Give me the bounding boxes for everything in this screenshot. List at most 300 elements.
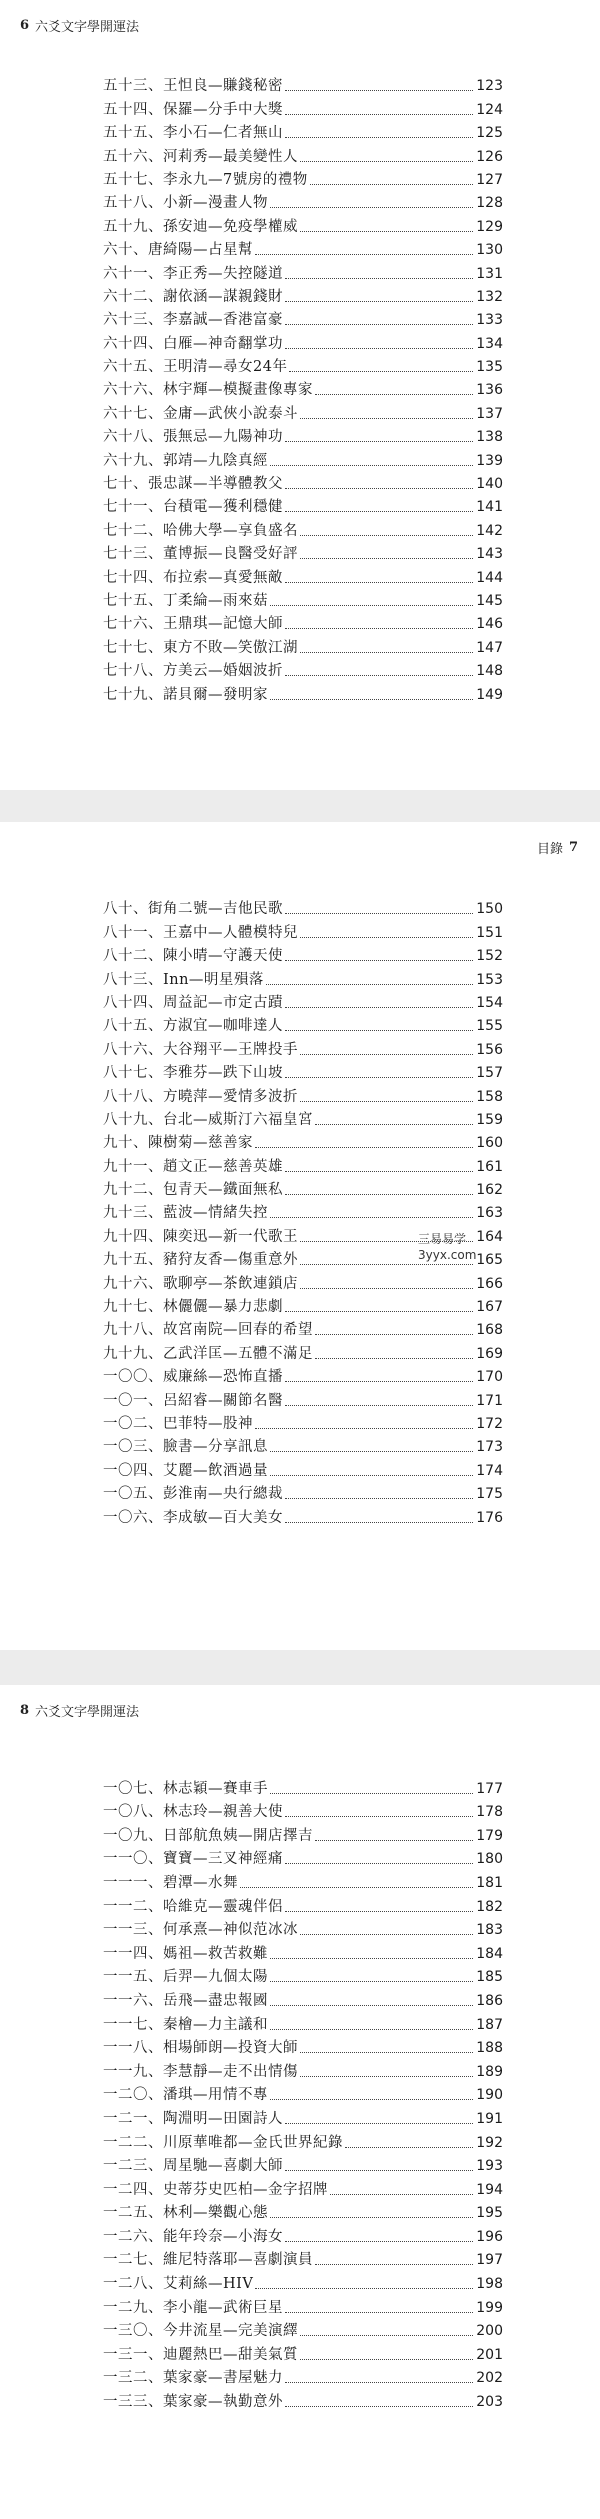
toc-entry [103, 1798, 503, 1822]
toc-entry-title: 七十三、董博振—良醫受好評 [103, 546, 298, 563]
toc-entry [103, 610, 503, 633]
dot-leader [300, 534, 473, 536]
toc-entry-title: 八十三、Inn—明星殞落 [103, 971, 264, 988]
dot-leader [285, 1521, 473, 1523]
toc-entry-page: 135 [476, 359, 503, 376]
toc-entry-page: 187 [476, 2016, 503, 2033]
toc-entry [103, 470, 503, 493]
toc-entry-page: 133 [476, 312, 503, 329]
toc-entry-page: 154 [476, 994, 503, 1011]
book-title: 六爻文字學開運法 [35, 1705, 140, 1720]
toc-entry-page: 196 [476, 2228, 503, 2245]
toc-entry-title: 一〇一、呂紹睿—關節名醫 [103, 1392, 283, 1409]
toc-entry-page: 192 [476, 2134, 503, 2151]
toc-entry-page: 124 [476, 101, 503, 118]
toc-entry-page: 175 [476, 1486, 503, 1503]
toc-entry-page: 176 [476, 1509, 503, 1526]
toc-entry-title: 一二三、周星馳—喜劇大師 [103, 2158, 283, 2175]
dot-leader [285, 1029, 473, 1031]
dot-leader [285, 2240, 473, 2242]
toc-entry [103, 2175, 503, 2199]
dot-leader [270, 1792, 473, 1794]
dot-leader [285, 1170, 473, 1172]
dot-leader [300, 230, 473, 232]
dot-leader [285, 2169, 473, 2171]
toc-entry-title: 一一九、李慧靜—走不出情傷 [103, 2063, 298, 2080]
toc-entry [103, 989, 503, 1012]
toc-entry-title: 一〇三、臉書—分享訊息 [103, 1439, 268, 1456]
toc-entry [103, 119, 503, 142]
toc-entry-page: 170 [476, 1369, 503, 1386]
toc-entry-title: 八十六、大谷翔平—王牌投手 [103, 1041, 298, 1058]
toc-entry-page: 142 [476, 522, 503, 539]
toc-entry-title: 五十六、河莉秀—最美變性人 [103, 148, 298, 165]
dot-leader [270, 1980, 473, 1982]
dot-leader [300, 651, 473, 653]
toc-entry-page: 171 [476, 1392, 503, 1409]
dot-leader [285, 1380, 473, 1382]
toc-entry-title: 六十六、林宇輝—模擬畫像專家 [103, 382, 313, 399]
toc-entry [103, 329, 503, 352]
toc-entry [103, 259, 503, 282]
dot-leader [285, 113, 473, 115]
toc-entry-title: 五十九、孫安迪—免疫學權威 [103, 218, 298, 235]
toc-entry-title: 一二五、林利—樂觀心態 [103, 2205, 268, 2222]
toc-entry-title: 一二九、李小龍—武術巨星 [103, 2299, 283, 2316]
dot-leader [270, 2098, 473, 2100]
toc-entry-page: 203 [476, 2394, 503, 2411]
dot-leader [285, 1310, 473, 1312]
toc-entry [103, 283, 503, 306]
toc-entry [103, 1456, 503, 1479]
toc-entry-page: 127 [476, 171, 503, 188]
toc-entry-title: 七十、張忠謀—半導體教父 [103, 476, 283, 493]
toc-entry [103, 1152, 503, 1175]
toc-entry-title: 五十五、李小石—仁者無山 [103, 125, 283, 142]
dot-leader [285, 959, 473, 961]
toc-entry [103, 540, 503, 563]
toc-entry-page: 145 [476, 592, 503, 609]
toc-entry-title: 七十九、諾貝爾—發明家 [103, 686, 268, 703]
toc-entry-title: 五十四、保羅—分手中大獎 [103, 101, 283, 118]
toc-entry-title: 八十七、李雅芬—跌下山坡 [103, 1065, 283, 1082]
toc-entry-page: 149 [476, 686, 503, 703]
dot-leader [285, 1862, 473, 1864]
dot-leader [330, 2193, 473, 2195]
dot-leader [285, 347, 473, 349]
toc-entry [103, 1363, 503, 1386]
toc-entry-title: 七十八、方美云—婚姻波折 [103, 663, 283, 680]
toc-entry-title: 九十四、陳奕迅—新一代歌王 [103, 1228, 298, 1245]
toc-entry-title: 一三三、葉家豪—執勤意外 [103, 2394, 283, 2411]
toc-entry-page: 147 [476, 639, 503, 656]
toc-entry [103, 1386, 503, 1409]
toc-entry-page: 200 [476, 2323, 503, 2340]
toc-entry [103, 306, 503, 329]
toc-entry-title: 九十七、林儷儷—暴力悲劇 [103, 1299, 283, 1316]
dot-leader [285, 1815, 473, 1817]
dot-leader [300, 2358, 473, 2360]
toc-entry-title: 六十七、金庸—武俠小說泰斗 [103, 405, 298, 422]
toc-entry-page: 180 [476, 1851, 503, 1868]
toc-entry-page: 197 [476, 2252, 503, 2269]
page-number: 6 [20, 18, 30, 33]
dot-leader [270, 464, 473, 466]
toc-entry-title: 八十、街角二號—吉他民歌 [103, 901, 283, 918]
toc-entry-title: 一〇八、林志玲—親善大使 [103, 1804, 283, 1821]
toc-entry-title: 一二一、陶淵明—田園詩人 [103, 2110, 283, 2127]
toc-entry-page: 141 [476, 499, 503, 516]
dot-leader [300, 2334, 473, 2336]
toc-entry [103, 2317, 503, 2341]
toc-entry [103, 1480, 503, 1503]
dot-leader [285, 581, 473, 583]
toc-entry [103, 680, 503, 703]
toc-entry-title: 八十九、台北—威斯汀六福皇宮 [103, 1111, 313, 1128]
toc-entry [103, 1059, 503, 1082]
dot-leader [315, 393, 473, 395]
toc-entry-page: 143 [476, 546, 503, 563]
toc-entry [103, 72, 503, 95]
dot-leader [300, 557, 473, 559]
toc-entry [103, 2152, 503, 2176]
toc-entry [103, 1821, 503, 1845]
toc-entry-page: 123 [476, 78, 503, 95]
toc-entry-title: 七十五、丁柔綸—雨來菇 [103, 592, 268, 609]
toc-entry-title: 六十九、郭靖—九陰真經 [103, 452, 268, 469]
toc-entry-page: 182 [476, 1898, 503, 1915]
dot-leader [285, 300, 473, 302]
toc-entry [103, 2057, 503, 2081]
toc-entry-page: 155 [476, 1018, 503, 1035]
toc-page-8 [0, 1685, 600, 2519]
toc-entry-title: 八十五、方淑宜—咖啡達人 [103, 1018, 283, 1035]
dot-leader [270, 1474, 473, 1476]
toc-entry-page: 125 [476, 125, 503, 142]
toc-entry-page: 202 [476, 2370, 503, 2387]
toc-entry [103, 1176, 503, 1199]
dot-leader [345, 2146, 473, 2148]
toc-entry [103, 657, 503, 680]
toc-page-7 [0, 822, 600, 1650]
dot-leader [285, 1076, 473, 1078]
toc-entry-page: 129 [476, 218, 503, 235]
toc-entry [103, 142, 503, 165]
toc-entry-page: 173 [476, 1439, 503, 1456]
toc-entry-title: 五十三、王怛良—賺錢秘密 [103, 78, 283, 95]
dot-leader [315, 1357, 473, 1359]
dot-leader [300, 2075, 473, 2077]
dot-leader [240, 1886, 473, 1888]
dot-leader [285, 277, 473, 279]
toc-entry [103, 918, 503, 941]
toc-entry [103, 189, 503, 212]
toc-entry-title: 一〇四、艾麗—飲酒過量 [103, 1462, 268, 1479]
toc-entry-title: 一一三、何承熹—神似范冰冰 [103, 1922, 298, 1939]
toc-entry [103, 633, 503, 656]
toc-entry [103, 493, 503, 516]
toc-entry-page: 131 [476, 265, 503, 282]
toc-list [103, 1774, 503, 2411]
page-header [20, 16, 139, 35]
toc-entry [103, 2128, 503, 2152]
toc-entry [103, 1035, 503, 1058]
dot-leader [285, 136, 473, 138]
toc-entry-title: 一三〇、今井流星—完美演繹 [103, 2323, 298, 2340]
dot-leader [300, 417, 473, 419]
toc-entry-page: 186 [476, 1992, 503, 2009]
toc-entry-title: 八十八、方曉萍—愛情多波折 [103, 1088, 298, 1105]
toc-entry [103, 1339, 503, 1362]
dot-leader [255, 1146, 473, 1148]
toc-entry-title: 六十二、謝依涵—謀親錢財 [103, 288, 283, 305]
toc-entry-page: 191 [476, 2110, 503, 2127]
dot-leader [285, 2122, 473, 2124]
toc-entry-page: 150 [476, 901, 503, 918]
toc-entry-title: 六十八、張無忌—九陽神功 [103, 429, 283, 446]
toc-entry [103, 1106, 503, 1129]
toc-entry-page: 169 [476, 1345, 503, 1362]
dot-leader [285, 1193, 473, 1195]
toc-entry [103, 563, 503, 586]
toc-entry [103, 2081, 503, 2105]
dot-leader [285, 1404, 473, 1406]
toc-entry-title: 一二〇、潘琪—用情不專 [103, 2087, 268, 2104]
toc-entry-page: 185 [476, 1969, 503, 1986]
toc-entry-page: 134 [476, 335, 503, 352]
toc-entry-page: 137 [476, 405, 503, 422]
toc-entry-title: 一二四、史蒂芬史匹柏—金字招牌 [103, 2181, 328, 2198]
toc-entry-title: 九十九、乙武洋匡—五體不滿足 [103, 1345, 313, 1362]
toc-entry-title: 一〇五、彭淮南—央行總裁 [103, 1486, 283, 1503]
toc-entry-page: 166 [476, 1275, 503, 1292]
toc-entry-title: 一一四、媽祖—救苦救難 [103, 1945, 268, 1962]
toc-entry-page: 168 [476, 1322, 503, 1339]
toc-entry-page: 132 [476, 288, 503, 305]
toc-entry-title: 九十六、歌聊亭—茶飲連鎖店 [103, 1275, 298, 1292]
dot-leader [270, 1216, 473, 1218]
toc-entry [103, 1892, 503, 1916]
toc-entry [103, 236, 503, 259]
toc-entry-title: 一一六、岳飛—盡忠報國 [103, 1992, 268, 2009]
toc-entry-title: 六十五、王明清—尋女24年 [103, 359, 288, 376]
toc-entry [103, 1433, 503, 1456]
toc-entry [103, 2269, 503, 2293]
toc-entry-page: 144 [476, 569, 503, 586]
toc-entry-title: 一一七、秦檜—力主議和 [103, 2016, 268, 2033]
toc-entry-page: 193 [476, 2158, 503, 2175]
toc-entry-title: 九十一、趙文正—慈善英雄 [103, 1158, 283, 1175]
toc-entry-page: 126 [476, 148, 503, 165]
book-title: 六爻文字學開運法 [35, 20, 140, 35]
toc-entry [103, 895, 503, 918]
toc-entry-title: 七十一、台積電—獲利穩健 [103, 499, 283, 516]
toc-entry-page: 130 [476, 242, 503, 259]
dot-leader [285, 323, 473, 325]
toc-entry-title: 一〇〇、威廉絲—恐怖直播 [103, 1369, 283, 1386]
toc-entry [103, 1082, 503, 1105]
dot-leader [285, 1006, 473, 1008]
toc-entry [103, 2034, 503, 2058]
toc-entry [103, 2222, 503, 2246]
dot-leader [285, 440, 473, 442]
toc-entry [103, 942, 503, 965]
toc-entry [103, 166, 503, 189]
dot-leader [255, 253, 473, 255]
dot-leader [285, 912, 473, 914]
section-title: 目錄 [536, 842, 563, 857]
toc-entry-title: 九十、陳樹菊—慈善家 [103, 1135, 253, 1152]
toc-entry-page: 194 [476, 2181, 503, 2198]
toc-entry-title: 六十三、李嘉誠—香港富豪 [103, 312, 283, 329]
toc-entry [103, 1845, 503, 1869]
toc-entry-title: 七十七、東方不敗—笑傲江湖 [103, 639, 298, 656]
toc-entry-page: 128 [476, 195, 503, 212]
dot-leader [270, 1957, 473, 1959]
page-header [20, 1701, 139, 1720]
toc-entry [103, 95, 503, 118]
toc-entry-page: 188 [476, 2040, 503, 2057]
toc-entry-page: 148 [476, 663, 503, 680]
toc-entry-title: 六十一、李正秀—失控隧道 [103, 265, 283, 282]
toc-entry-page: 156 [476, 1041, 503, 1058]
dot-leader [315, 2263, 473, 2265]
toc-entry-title: 九十八、故宮南院—回春的希望 [103, 1322, 313, 1339]
watermark-url: 3yyx.com [418, 1248, 477, 1262]
toc-entry-title: 九十五、豬狩友香—傷重意外 [103, 1252, 298, 1269]
dot-leader [285, 1910, 473, 1912]
toc-entry-title: 五十八、小新—漫畫人物 [103, 195, 268, 212]
dot-leader [300, 1053, 473, 1055]
toc-entry [103, 1868, 503, 1892]
toc-entry-title: 一〇二、巴菲特—股神 [103, 1415, 253, 1432]
toc-list [103, 72, 503, 704]
toc-entry-page: 184 [476, 1945, 503, 1962]
toc-entry-page: 179 [476, 1827, 503, 1844]
toc-entry-page: 165 [476, 1252, 503, 1269]
dot-leader [285, 2405, 473, 2407]
toc-entry [103, 1986, 503, 2010]
dot-leader [285, 2311, 473, 2313]
toc-entry-title: 一二二、川原華唯都—金氏世界紀錄 [103, 2134, 343, 2151]
dot-leader [300, 1100, 473, 1102]
toc-entry-page: 159 [476, 1111, 503, 1128]
toc-entry [103, 2199, 503, 2223]
toc-entry-title: 一一〇、寶寶—三叉神經痛 [103, 1851, 283, 1868]
toc-entry [103, 2246, 503, 2270]
toc-entry-title: 一一五、后羿—九個太陽 [103, 1969, 268, 1986]
dot-leader [285, 510, 473, 512]
dot-leader [255, 2287, 473, 2289]
dot-leader [300, 1263, 473, 1265]
page-number: 8 [20, 1703, 30, 1718]
toc-entry [103, 1293, 503, 1316]
toc-entry-page: 158 [476, 1088, 503, 1105]
toc-entry-title: 八十二、陳小晴—守護天使 [103, 948, 283, 965]
toc-entry-title: 九十二、包青天—鐵面無私 [103, 1182, 283, 1199]
dot-leader [300, 160, 473, 162]
toc-entry-title: 八十一、王嘉中—人體模特兒 [103, 924, 298, 941]
dot-leader [285, 89, 473, 91]
toc-entry [103, 212, 503, 235]
page-number: 7 [568, 840, 578, 855]
toc-entry-title: 一〇九、日部航魚姨—開店擇吉 [103, 1827, 313, 1844]
toc-entry-page: 198 [476, 2276, 503, 2293]
dot-leader [285, 487, 473, 489]
toc-entry-title: 七十四、布拉索—真愛無敵 [103, 569, 283, 586]
toc-entry-title: 七十二、哈佛大學—享負盛名 [103, 522, 298, 539]
toc-entry [103, 423, 503, 446]
toc-entry [103, 399, 503, 422]
toc-entry-page: 167 [476, 1299, 503, 1316]
toc-entry-title: 一二七、維尼特落耶—喜劇演員 [103, 2252, 313, 2269]
page-header [537, 838, 578, 857]
toc-entry [103, 965, 503, 988]
toc-entry-page: 136 [476, 382, 503, 399]
toc-entry [103, 516, 503, 539]
toc-entry-title: 一一二、哈維克—靈魂伴侶 [103, 1898, 283, 1915]
toc-entry-title: 一一八、相場師朗—投資大師 [103, 2040, 298, 2057]
toc-entry [103, 353, 503, 376]
dot-leader [270, 604, 473, 606]
dot-leader [266, 983, 473, 985]
toc-entry-page: 160 [476, 1135, 503, 1152]
toc-entry [103, 1410, 503, 1433]
toc-entry [103, 2104, 503, 2128]
toc-entry-page: 163 [476, 1205, 503, 1222]
toc-entry [103, 2340, 503, 2364]
toc-entry-page: 195 [476, 2205, 503, 2222]
toc-entry [103, 1316, 503, 1339]
dot-leader [285, 627, 473, 629]
toc-entry-title: 五十七、李永九—7號房的禮物 [103, 171, 308, 188]
toc-entry-page: 201 [476, 2346, 503, 2363]
toc-entry-title: 一二八、艾莉絲—HIV [103, 2276, 254, 2293]
toc-entry-page: 178 [476, 1804, 503, 1821]
toc-entry-page: 161 [476, 1158, 503, 1175]
dot-leader [285, 2381, 473, 2383]
toc-entry-page: 189 [476, 2063, 503, 2080]
toc-entry [103, 1916, 503, 1940]
dot-leader [270, 206, 473, 208]
dot-leader [315, 1123, 473, 1125]
toc-entry-page: 172 [476, 1415, 503, 1432]
toc-entry-title: 六十、唐綺陽—占星幫 [103, 242, 253, 259]
toc-entry-page: 177 [476, 1780, 503, 1797]
toc-entry-title: 八十四、周益記—市定古蹟 [103, 994, 283, 1011]
toc-entry-title: 一三二、葉家豪—書屋魅力 [103, 2370, 283, 2387]
toc-entry-page: 162 [476, 1182, 503, 1199]
toc-entry-title: 一一一、碧潭—水舞 [103, 1874, 238, 1891]
toc-entry-title: 一〇七、林志穎—賽車手 [103, 1780, 268, 1797]
toc-entry-title: 一三一、迪麗熱巴—甜美氣質 [103, 2346, 298, 2363]
toc-entry [103, 1963, 503, 1987]
toc-entry [103, 1269, 503, 1292]
toc-entry [103, 1012, 503, 1035]
toc-entry [103, 1774, 503, 1798]
toc-entry [103, 1129, 503, 1152]
toc-entry [103, 587, 503, 610]
toc-entry-page: 157 [476, 1065, 503, 1082]
toc-entry-page: 140 [476, 476, 503, 493]
toc-entry-page: 139 [476, 452, 503, 469]
dot-leader [310, 183, 473, 185]
toc-entry-title: 七十六、王鼎琪—記憶大師 [103, 616, 283, 633]
toc-entry-page: 151 [476, 924, 503, 941]
dot-leader [300, 1287, 473, 1289]
dot-leader [315, 1839, 473, 1841]
toc-entry [103, 2364, 503, 2388]
